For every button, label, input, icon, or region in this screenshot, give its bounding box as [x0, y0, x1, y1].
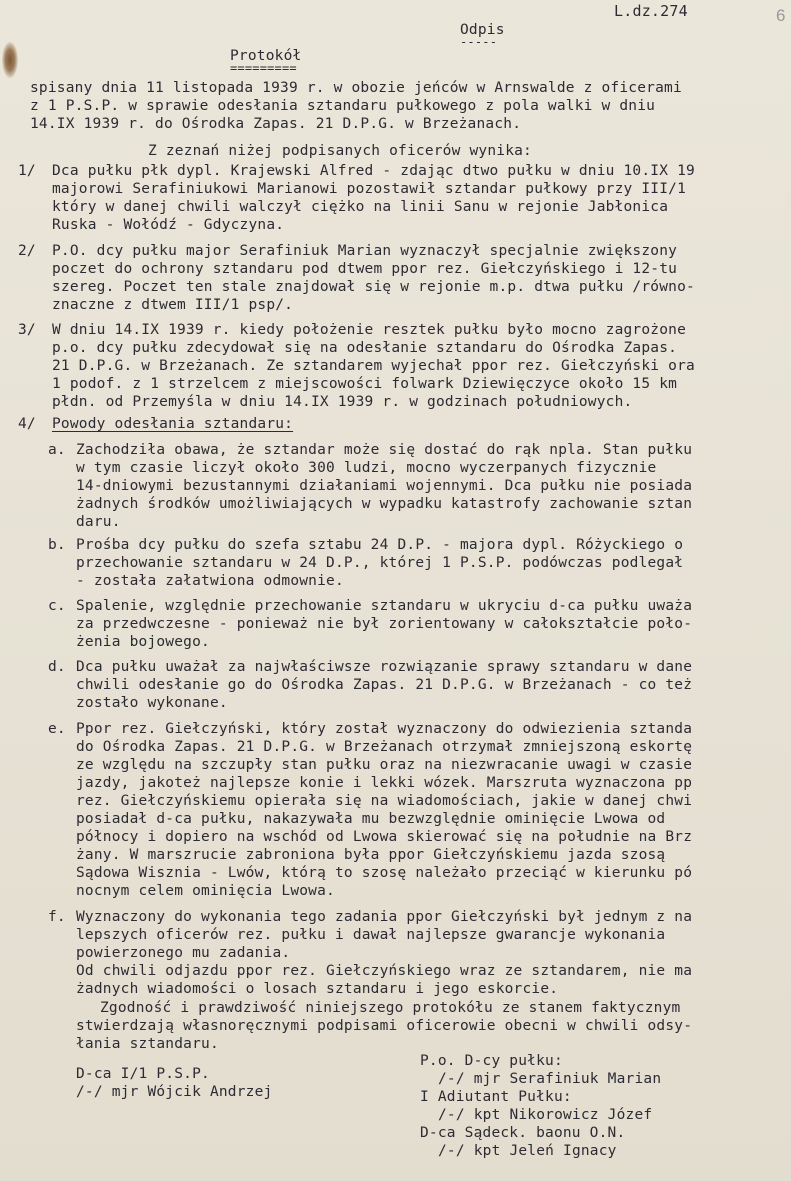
item-letter: b.	[48, 537, 66, 553]
point-line: p.o. dcy pułku zdecydował się na odesłanie sztandaru do Ośrodka Zapas.	[52, 340, 678, 356]
signature-role: D-ca Sądeck. baonu O.N.	[420, 1125, 626, 1141]
point-line: płdn. od Przemyśla w dniu 14.IX 1939 r. w godzinach południowych.	[52, 394, 633, 410]
point-line: który w danej chwili walczył ciężko na linii Sanu w rejonie Jabłonica	[52, 199, 669, 215]
point-number: 1/	[18, 163, 36, 179]
item-line: chwili odesłanie go do Ośrodka Zapas. 21 D.P.G. w Brzeżanach - co też	[76, 677, 693, 693]
item-line: powierzonego mu zadania.	[76, 945, 291, 961]
title-rule: =========	[230, 61, 297, 75]
closing-line: łania sztandaru.	[76, 1036, 219, 1052]
item-letter: c.	[48, 598, 66, 614]
closing-line: Zgodność i prawdziwość niniejszego protokółu ze stanem faktycznym	[100, 1000, 681, 1016]
closing-line: stwierdzają własnoręcznymi podpisami oficerowie obecni w chwili odsy-	[76, 1018, 693, 1034]
item-letter: e.	[48, 721, 66, 737]
item-line: jazdy, jakoteż najlepsze konie i lekki wózek. Marszruta wyznaczona pp	[76, 775, 693, 791]
paper-stain	[2, 42, 18, 78]
signature-role: I Adiutant Pułku:	[420, 1089, 572, 1105]
point-number: 3/	[18, 322, 36, 338]
item-line: - została załatwiona odmownie.	[76, 573, 344, 589]
item-letter: f.	[48, 909, 66, 925]
item-line: północy i dopiero na wschód od Lwowa skierować się na południe na Brz	[76, 829, 693, 845]
item-line: Prośba dcy pułku do szefa sztabu 24 D.P. - majora dypl. Różyckiego o	[76, 537, 684, 553]
signature-name: /-/ kpt Nikorowicz Józef	[438, 1107, 653, 1123]
point-line: W dniu 14.IX 1939 r. kiedy położenie resztek pułku było mocno zagrożone	[52, 322, 687, 338]
item-letter: d.	[48, 659, 66, 675]
signature-role: P.o. D-cy pułku:	[420, 1053, 563, 1069]
item-line: Ppor rez. Giełczyński, który został wyznaczony do odwiezienia sztanda	[76, 721, 693, 737]
item-line: w tym czasie liczył około 300 ludzi, mocno wyczerpanych fizycznie	[76, 460, 657, 476]
item-line: żadnych środków umożliwiających w wypadku katastrofy zachowanie sztan	[76, 496, 693, 512]
odpis-rule: -----	[460, 35, 498, 49]
item-line: ze względu na szczupły stan pułku oraz na niezwracanie uwagi w czasie	[76, 757, 693, 773]
item-line: Zachodziła obawa, że sztandar może się dostać do rąk npla. Stan pułku	[76, 442, 693, 458]
point-number: 4/	[18, 416, 36, 432]
signature-role: D-ca I/1 P.S.P.	[76, 1066, 210, 1082]
item-letter: a.	[48, 442, 66, 458]
point-line: Ruska - Wołódź - Gdyczyna.	[52, 217, 285, 233]
item-line: nocnym celem ominięcia Lwowa.	[76, 883, 335, 899]
item-line: Sądowa Wisznia - Lwów, którą to szosę należało przeciąć w kierunku pó	[76, 865, 693, 881]
lead-sentence: Z zeznań niżej podpisanych oficerów wynika:	[148, 143, 532, 159]
item-line: do Ośrodka Zapas. 21 D.P.G. w Brzeżanach otrzymał zmniejszoną eskortę	[76, 739, 693, 755]
item-line: przechowanie sztandaru w 24 D.P., której 1 P.S.P. podówczas podlegał	[76, 555, 684, 571]
point-line: szereg. Poczet ten stale znajdował się w rejonie m.p. dtwa pułku /równo-	[52, 279, 695, 295]
page-number: 6	[776, 6, 786, 25]
item-line: rez. Giełczyńskiemu opierała się na wiadomościach, jakie w danej chwi	[76, 793, 693, 809]
intro-line: z 1 P.S.P. w sprawie odesłania sztandaru pułkowego z pola walki w dniu	[30, 98, 656, 114]
signature-name: /-/ mjr Wójcik Andrzej	[76, 1084, 273, 1100]
point-line: znaczne z dtwem III/1 psp/.	[52, 297, 294, 313]
item-line: zostało wykonane.	[76, 695, 228, 711]
item-line: Dca pułku uważał za najwłaściwsze rozwiązanie sprawy sztandaru w dane	[76, 659, 693, 675]
item-line: Spalenie, względnie przechowanie sztandaru w ukryciu d-ca pułku uważa	[76, 598, 693, 614]
point-line: poczet do ochrony sztandaru pod dtwem ppor rez. Giełczyńskiego i 12-tu	[52, 261, 678, 277]
document-title: Protokół	[230, 48, 302, 64]
odpis-label: Odpis	[460, 22, 505, 38]
item-line: żany. W marszrucie zabroniona była ppor Giełczyńskiemu jazda szosą	[76, 847, 666, 863]
point-line: 21 D.P.G. w Brzeżanach. Ze sztandarem wyjechał ppor rez. Giełczyński ora	[52, 358, 695, 374]
intro-line: 14.IX 1939 r. do Ośrodka Zapas. 21 D.P.G. w Brzeżanach.	[30, 116, 522, 132]
item-line: 14-dniowymi bezustannymi działaniami wojennymi. Dca pułku nie posiada	[76, 478, 693, 494]
signature-name: /-/ mjr Serafiniuk Marian	[438, 1071, 662, 1087]
reference-number: L.dz.274	[614, 2, 688, 20]
point-line: P.O. dcy pułku major Serafiniuk Marian wyznaczył specjalnie zwiększony	[52, 243, 678, 259]
item-line: za przedwczesne - ponieważ nie był zorientowany w całokształcie poło-	[76, 616, 693, 632]
point-line: majorowi Serafiniukowi Marianowi pozostawił sztandar pułkowy przy III/1	[52, 181, 687, 197]
reasons-heading: Powody odesłania sztandaru:	[52, 416, 294, 432]
item-line: daru.	[76, 514, 121, 530]
item-line: żadnych wiadomości o losach sztandaru i jego eskorcie.	[76, 981, 559, 997]
point-line: 1 podof. z 1 strzelcem z miejscowości folwark Dziewięczyce około 15 km	[52, 376, 678, 392]
item-line: lepszych oficerów rez. pułku i dawał najlepsze gwarancje wykonania	[76, 927, 666, 943]
item-line: Wyznaczony do wykonania tego zadania ppor Giełczyński był jednym z na	[76, 909, 693, 925]
item-line: żenia bojowego.	[76, 634, 210, 650]
point-line: Dca pułku płk dypl. Krajewski Alfred - zdając dtwo pułku w dniu 10.IX 19	[52, 163, 695, 179]
item-line: Od chwili odjazdu ppor rez. Giełczyńskiego wraz ze sztandarem, nie ma	[76, 963, 693, 979]
intro-line: spisany dnia 11 listopada 1939 r. w obozie jeńców w Arnswalde z oficerami	[30, 80, 682, 96]
item-line: posiadał d-ca pułku, nakazywała mu bezwzględnie ominięcie Lwowa od	[76, 811, 666, 827]
signature-name: /-/ kpt Jeleń Ignacy	[438, 1143, 617, 1159]
point-number: 2/	[18, 243, 36, 259]
